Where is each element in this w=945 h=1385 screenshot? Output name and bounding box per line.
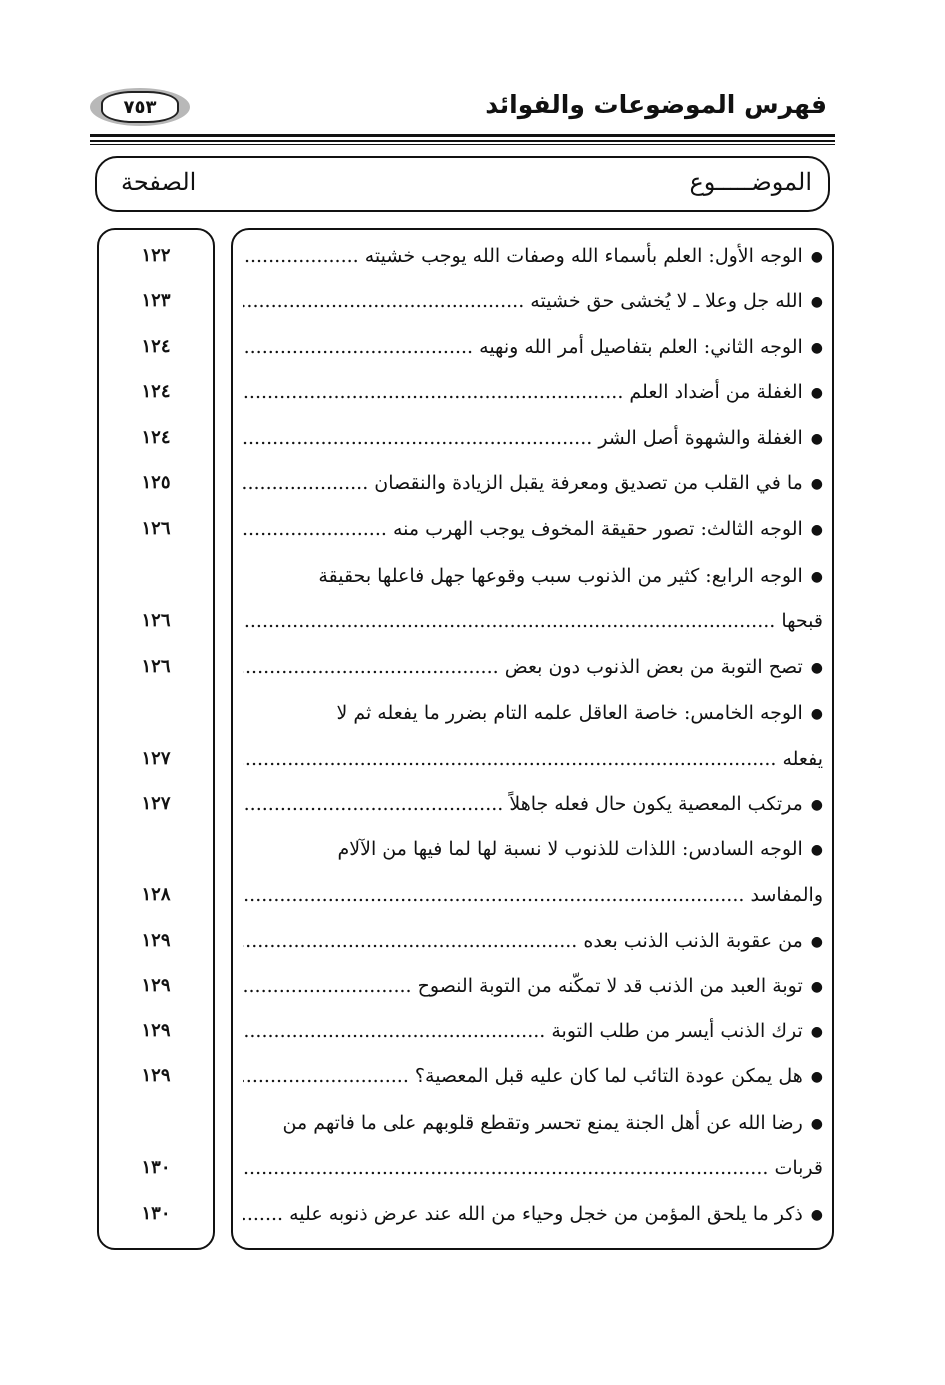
bullet-icon: ●: [810, 1024, 823, 1040]
entry-page: ١٢٦: [141, 518, 171, 539]
entry-topic: [243, 966, 823, 1006]
entry-text: الوجه الثالث: تصور حقيقة المخوف يوجب الهرب منه: [392, 518, 803, 540]
entry-text: الوجه الرابع: كثير من الذنوب سبب وقوعها جهل فاعلها بحقيقة: [318, 565, 803, 587]
entry-topic: [243, 327, 823, 367]
entry-text: هل يمكن عودة التائب لما كان عليه قبل المعصية؟: [414, 1065, 803, 1087]
entry-page: ١٢٩: [141, 1065, 171, 1086]
running-title: فهرس الموضوعات والفوائد: [485, 90, 827, 119]
bullet-icon: ●: [810, 1116, 823, 1132]
index-entry: [0, 281, 945, 321]
entry-page: ١٣٠: [141, 1203, 171, 1224]
index-entry: [0, 372, 945, 412]
index-entry-continuation: [0, 601, 945, 641]
index-entry: [0, 921, 945, 961]
entry-text: مرتكب المعصية يكون حال فعله جاهلاً: [509, 793, 803, 815]
entry-text: قبحها: [781, 610, 823, 632]
entry-page: ١٢٣: [141, 290, 171, 311]
index-entry: [0, 509, 945, 549]
index-entry: [0, 1194, 945, 1234]
entry-text: رضا الله عن أهل الجنة يمنع تحسر وتقطع قلوبهم على ما فاتهم من: [282, 1112, 803, 1134]
bullet-icon: ●: [810, 660, 823, 676]
bullet-icon: ●: [810, 1069, 823, 1085]
bullet-icon: ●: [810, 385, 823, 401]
entry-page: ١٢٤: [141, 427, 171, 448]
entry-text: الغفلة من أضداد العلم: [629, 381, 803, 403]
index-entry: [0, 784, 945, 824]
entry-page: ١٢٥: [141, 472, 171, 493]
bullet-icon: ●: [810, 294, 823, 310]
entry-topic: [243, 1103, 823, 1143]
topic-column-heading: الموضـــــوع: [689, 168, 812, 196]
entry-text: تصح التوبة من بعض الذنوب دون بعض: [504, 656, 803, 678]
index-entry: [0, 556, 945, 596]
bullet-icon: ●: [810, 1207, 823, 1223]
entry-page: ١٢٦: [141, 610, 171, 631]
entry-topic: [243, 1011, 823, 1051]
entry-text: الغفلة والشهوة أصل الشر: [598, 427, 803, 449]
entry-topic: [243, 829, 823, 869]
entry-topic: [243, 1194, 823, 1234]
page-column-heading: الصفحة: [121, 168, 197, 196]
header-rule: [90, 144, 835, 145]
index-entry: [0, 418, 945, 458]
bullet-icon: ●: [810, 431, 823, 447]
entry-topic: [243, 693, 823, 733]
entry-page: ١٢٦: [141, 656, 171, 677]
index-entry: [0, 647, 945, 687]
entry-topic: [243, 784, 823, 824]
entry-topic: [243, 647, 823, 687]
entry-page: ١٢٩: [141, 930, 171, 951]
bullet-icon: ●: [810, 797, 823, 813]
entry-topic: [243, 556, 823, 596]
index-entry: [0, 693, 945, 733]
column-header-box: [95, 156, 830, 212]
bullet-icon: ●: [810, 249, 823, 265]
entry-text: والمفاسد: [750, 884, 823, 906]
entry-topic-continuation: [243, 601, 823, 641]
header-rule: [90, 134, 835, 137]
entry-text: قربات: [774, 1157, 823, 1179]
entry-page: ١٢٢: [141, 245, 171, 266]
bullet-icon: ●: [810, 476, 823, 492]
entry-topic-continuation: [243, 739, 823, 779]
entry-text: الوجه الأول: العلم بأسماء الله وصفات الله يوجب خشيته: [364, 245, 803, 267]
entry-page: ١٢٧: [141, 748, 171, 769]
bullet-icon: ●: [810, 522, 823, 538]
entry-topic: [243, 372, 823, 412]
entry-page: ١٢٤: [141, 336, 171, 357]
index-entry-continuation: [0, 875, 945, 915]
entry-text: ما في القلب من تصديق ومعرفة يقبل الزيادة والنقصان: [374, 472, 803, 494]
entry-page: ١٣٠: [141, 1157, 171, 1178]
entry-topic: [243, 509, 823, 549]
entry-text: يفعله: [782, 748, 823, 770]
entry-topic: [243, 281, 823, 321]
entry-text: الوجه السادس: اللذات للذنوب لا نسبة لها لما فيها من الآلام: [337, 838, 803, 860]
page-number: ٧٥٣: [101, 91, 179, 123]
page-number-badge: [90, 88, 190, 126]
entry-topic: [243, 921, 823, 961]
entry-page: ١٢٨: [141, 884, 171, 905]
entry-topic: [243, 1056, 823, 1096]
bullet-icon: ●: [810, 934, 823, 950]
entry-topic-continuation: [243, 1148, 823, 1188]
entry-text: ترك الذنب أيسر من طلب التوبة: [551, 1020, 803, 1042]
index-entry-continuation: [0, 1148, 945, 1188]
index-entry: [0, 829, 945, 869]
page-header: [90, 88, 835, 132]
bullet-icon: ●: [810, 569, 823, 585]
bullet-icon: ●: [810, 979, 823, 995]
index-entry: [0, 463, 945, 503]
entry-text: ذكر ما يلحق المؤمن من خجل وحياء من الله عند عرض ذنوبه عليه: [289, 1203, 803, 1225]
entry-text: الوجه الثاني: العلم بتفاصيل أمر الله ونهيه: [479, 336, 803, 358]
entry-text: من عقوبة الذنب الذنب بعده: [583, 930, 803, 952]
entry-text: توبة العبد من الذنب قد لا تمكّنه من التوبة النصوح: [417, 975, 803, 997]
entry-topic: [243, 236, 823, 276]
entry-page: ١٢٧: [141, 793, 171, 814]
index-entry: [0, 1011, 945, 1051]
entry-topic: [243, 418, 823, 458]
index-entry: [0, 1103, 945, 1143]
entry-page: ١٢٩: [141, 975, 171, 996]
index-entry: [0, 1056, 945, 1096]
index-entry: [0, 966, 945, 1006]
header-rule: [90, 140, 835, 142]
index-entry: [0, 327, 945, 367]
entry-page: ١٢٤: [141, 381, 171, 402]
bullet-icon: ●: [810, 706, 823, 722]
entry-topic-continuation: [243, 875, 823, 915]
index-entry-continuation: [0, 739, 945, 779]
entry-topic: [243, 463, 823, 503]
entry-text: الله جل وعلا ـ لا يُخشى حق خشيته: [530, 290, 803, 312]
index-entry: [0, 236, 945, 276]
entry-text: الوجه الخامس: خاصة العاقل علمه التام بضرر ما يفعله ثم لا: [336, 702, 803, 724]
bullet-icon: ●: [810, 842, 823, 858]
bullet-icon: ●: [810, 340, 823, 356]
entry-page: ١٢٩: [141, 1020, 171, 1041]
